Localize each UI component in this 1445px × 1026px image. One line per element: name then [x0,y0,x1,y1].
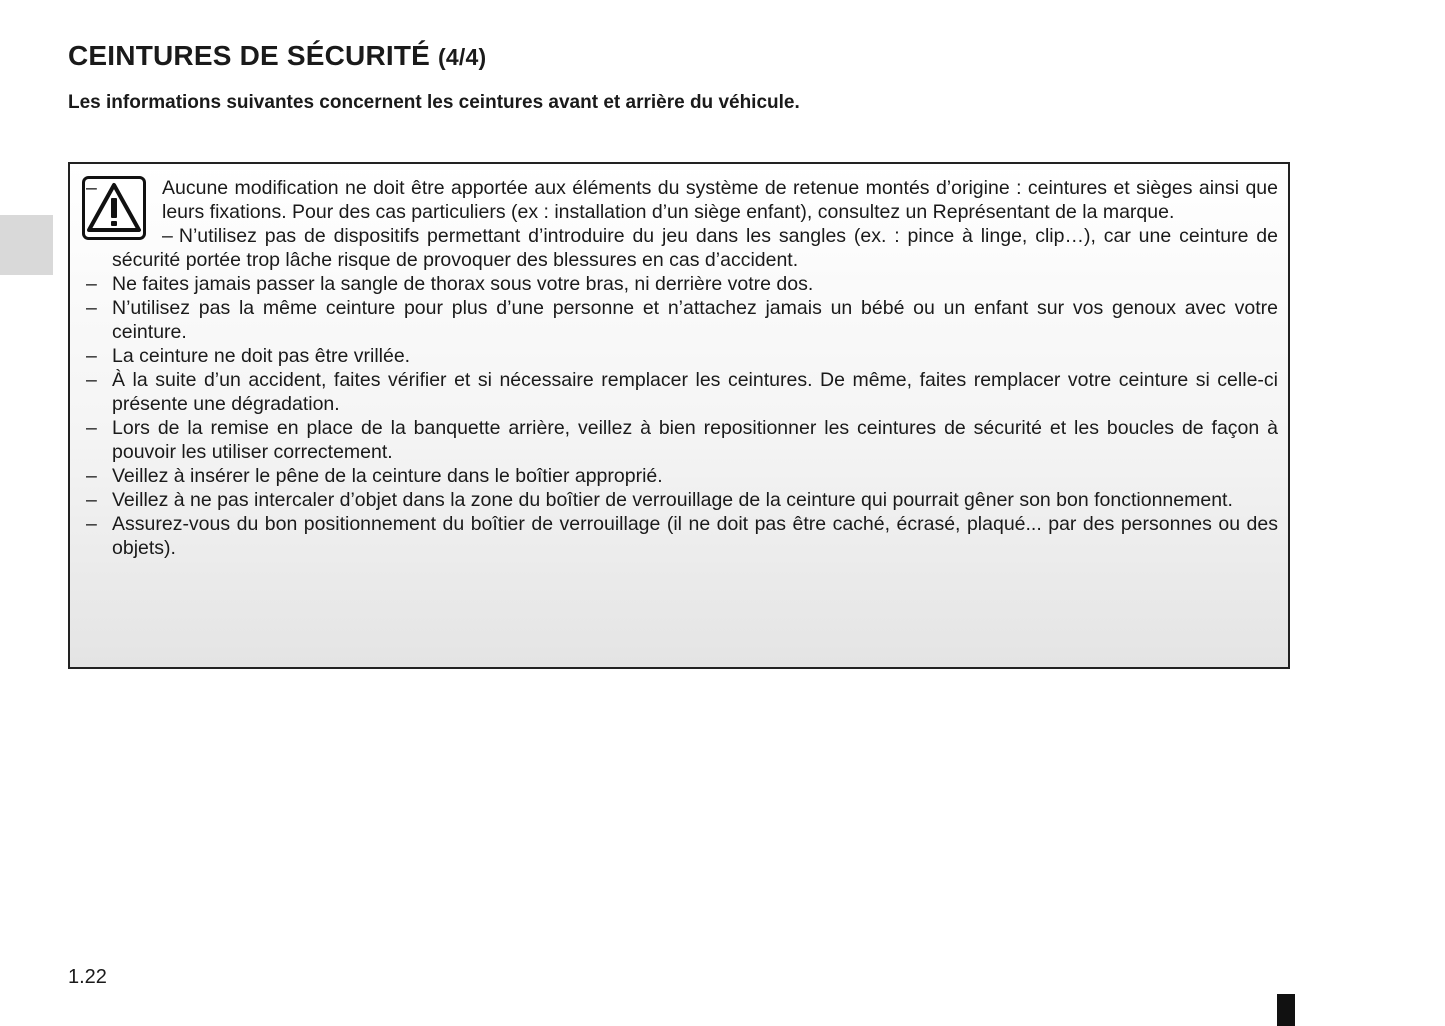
dash: – [86,297,97,319]
warning-item-text: Veillez à ne pas intercaler d’objet dans la zone du boîtier de verrouillage de la ceinture qui pourrait gêner son bon fonctionnement. [112,489,1233,511]
warning-item [86,272,1278,296]
warning-text [86,176,1278,560]
warning-item [86,512,1278,560]
corner-mark [1277,994,1295,1026]
warning-item-text: La ceinture ne doit pas être vrillée. [112,345,411,367]
warning-item-text: Veillez à insérer le pêne de la ceinture dans le boîtier approprié. [112,465,663,487]
dash: – [86,177,97,199]
chapter-tab [0,215,53,275]
dash: – [86,417,97,439]
warning-item-text: Aucune modification ne doit être apportée aux éléments du système de retenue montés d’origine : ceintures et sièges ainsi que leurs fixations. Pour des cas particuliers (ex : installation d’un siège enfant), consultez un Représentant de la marque. [162,177,1278,223]
dash: – [86,369,97,391]
warning-item-text: Lors de la remise en place de la banquette arrière, veillez à bien repositionner les ceintures de sécurité et les boucles de façon à pouvoir les utiliser correctement. [112,417,1278,463]
dash: – [86,465,97,487]
warning-item [86,368,1278,416]
dash: – [86,273,97,295]
page-title-suffix: (4/4) [438,44,487,70]
warning-item [86,176,1278,224]
warning-item-text: À la suite d’un accident, faites vérifier et si nécessaire remplacer les ceintures. De même, faites remplacer votre ceinture si celle-ci présente une dégradation. [112,369,1278,415]
warning-item [86,488,1278,512]
warning-item-text: Assurez-vous du bon positionnement du boîtier de verrouillage (il ne doit pas être caché, écrasé, plaqué... par des personnes ou des objets). [112,513,1278,559]
warning-item [86,416,1278,464]
dash: – [162,225,173,247]
dash: – [86,513,97,535]
dash: – [86,345,97,367]
dash: – [86,489,97,511]
warning-item-text: Ne faites jamais passer la sangle de thorax sous votre bras, ni derrière votre dos. [112,273,814,295]
warning-item [86,224,1278,272]
warning-item [86,344,1278,368]
warning-item-text: N’utilisez pas de dispositifs permettant d’introduire du jeu dans les sangles (ex. : pince à linge, clip…), car une ceinture de sécurité portée trop lâche risque de provoquer des blessures en cas d’accident. [112,225,1278,271]
warning-box [68,162,1290,669]
page-title-text: CEINTURES DE SÉCURITÉ [68,40,431,71]
warning-item-text: N’utilisez pas la même ceinture pour plus d’une personne et n’attachez jamais un bébé ou un enfant sur vos genoux avec votre ceinture. [112,297,1278,343]
warning-item [86,464,1278,488]
intro-text: Les informations suivantes concernent les ceintures avant et arrière du véhicule. [68,92,800,113]
warning-item [86,296,1278,344]
page-title [68,40,486,72]
page-number: 1.22 [68,966,107,988]
